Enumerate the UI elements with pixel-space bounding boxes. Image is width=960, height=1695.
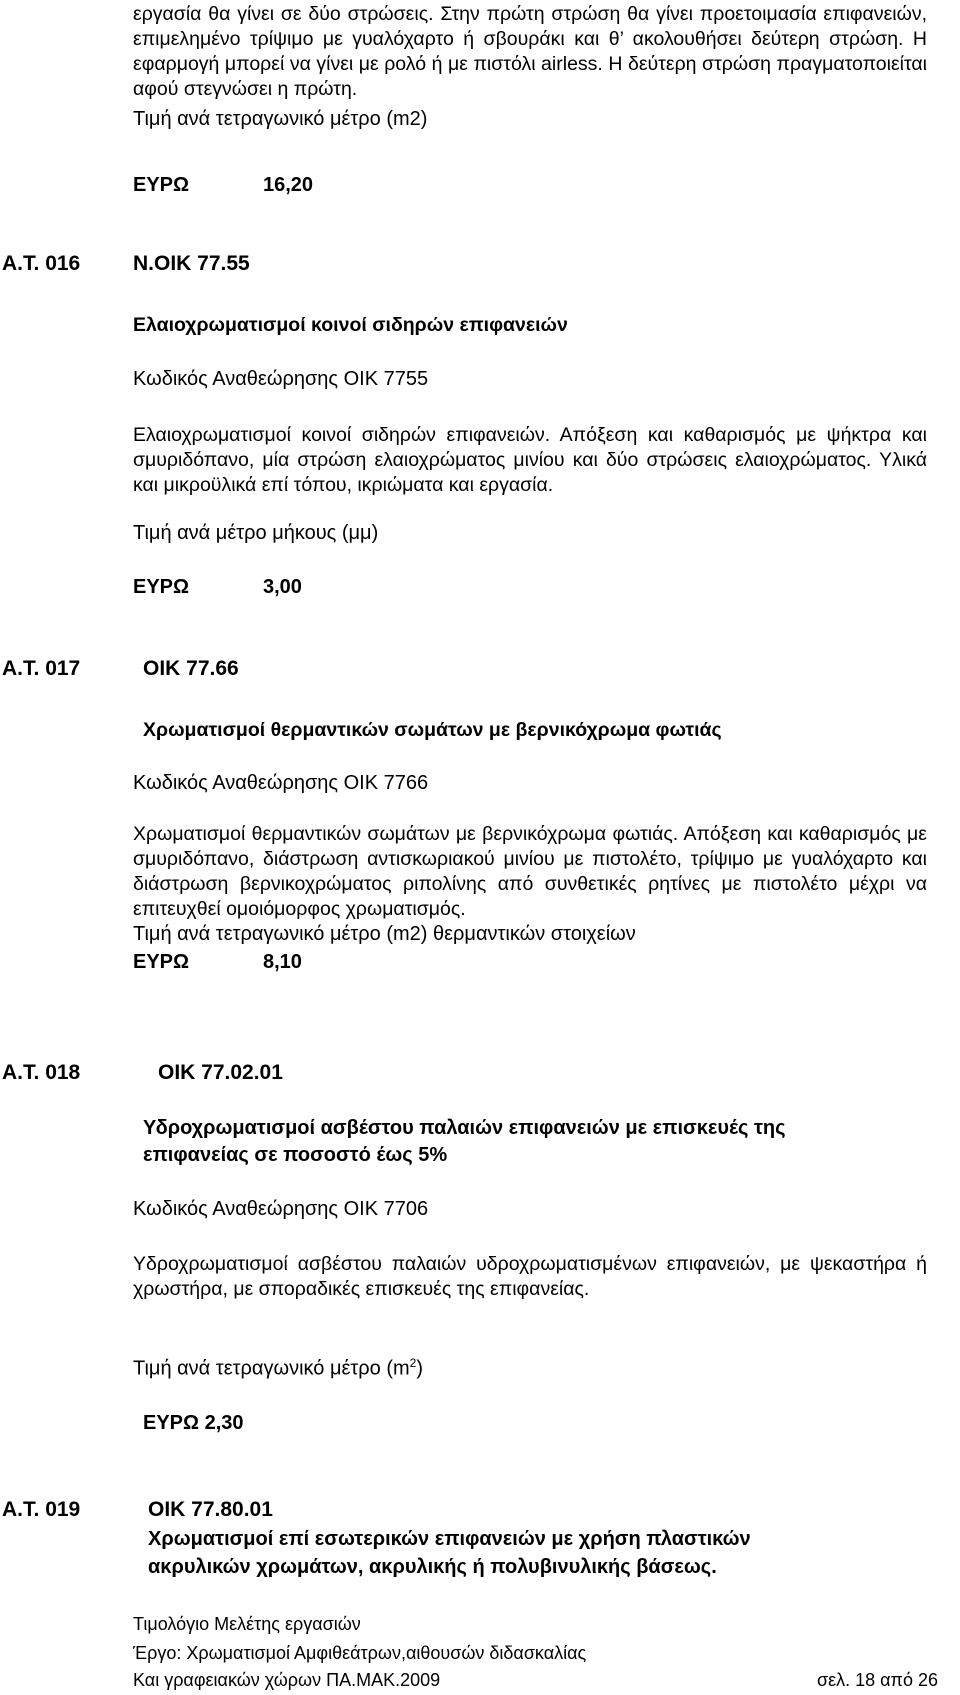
footer-page-number: σελ. 18 από 26	[816, 1670, 938, 1690]
item-title-019-line1: Χρωματισμοί επί εσωτερικών επιφανειών με χρήση πλαστικών	[148, 1528, 751, 1550]
item-revision-017: Κωδικός Αναθεώρησης ΟΙΚ 7766	[133, 772, 429, 794]
item-code-018: ΟΙΚ 77.02.01	[158, 1061, 283, 1084]
item-title-017: Χρωματισμοί θερμαντικών σωμάτων με βερνικόχρωμα φωτιάς	[143, 719, 722, 741]
intro-unit-label: Τιμή ανά τετραγωνικό μέτρο (m2)	[133, 108, 428, 130]
item-price-018: ΕΥΡΩ 2,30	[143, 1412, 244, 1434]
item-at-019: Α.Τ. 019	[2, 1498, 81, 1521]
item-currency-017: ΕΥΡΩ	[133, 951, 190, 973]
footer-line2: Έργο: Χρωματισμοί Αμφιθεάτρων,αιθουσών διδασκαλίας	[133, 1643, 587, 1663]
item-title-019-line2: ακρυλικών χρωμάτων, ακρυλικής ή πολυβινυλικής βάσεως.	[148, 1556, 717, 1578]
item-price-016: 3,00	[263, 576, 302, 598]
item-code-017: ΟΙΚ 77.66	[143, 657, 239, 680]
item-at-017: Α.Τ. 017	[2, 657, 81, 680]
item-price-017: 8,10	[263, 951, 302, 973]
item-code-019: ΟΙΚ 77.80.01	[148, 1498, 273, 1521]
footer-line3: Και γραφειακών χώρων ΠΑ.ΜΑΚ.2009	[133, 1670, 441, 1690]
intro-currency: ΕΥΡΩ	[133, 174, 190, 196]
item-at-016: Α.Τ. 016	[2, 252, 81, 275]
item-revision-018: Κωδικός Αναθεώρησης ΟΙΚ 7706	[133, 1198, 429, 1220]
item-description-017: Χρωματισμοί θερμαντικών σωμάτων με βερνικόχρωμα φωτιάς. Απόξεση και καθαρισμός με σμυριδόπανο, διάστρωση αντισκωριακού μινίου με πιστολέτο, τρίψιμο με γυαλόχαρτο και διάστρωση βερνικοχρώματος ριπολίνης από συνθετικές ρητίνες με πιστολέτο μέχρι να επιτευχθεί ομοιόμορφος χρωματισμός.	[133, 823, 927, 920]
item-unit-018: Τιμή ανά τετραγωνικό μέτρο $(m^2)$	[133, 1356, 424, 1380]
item-at-018: Α.Τ. 018	[2, 1061, 81, 1084]
item-revision-016: Κωδικός Αναθεώρησης ΟΙΚ 7755	[133, 368, 429, 390]
item-currency-016: ΕΥΡΩ	[133, 576, 190, 598]
item-code-016: Ν.ΟΙΚ 77.55	[133, 252, 250, 275]
item-unit-017: Τιμή ανά τετραγωνικό μέτρο (m2) θερμαντικών στοιχείων	[133, 923, 636, 945]
item-title-018-line1: Υδροχρωματισμοί ασβέστου παλαιών επιφανειών με επισκευές της	[143, 1117, 786, 1139]
item-title-018-line2: επιφανείας σε ποσοστό έως 5%	[143, 1144, 448, 1166]
item-description-018: Υδροχρωματισμοί ασβέστου παλαιών υδροχρωματισμένων επιφανειών, με ψεκαστήρα ή χρωστήρα, με σποραδικές επισκευές της επιφανείας.	[133, 1253, 927, 1300]
item-unit-016: Τιμή ανά μέτρο μήκους (μμ)	[133, 522, 379, 544]
intro-paragraph: εργασία θα γίνει σε δύο στρώσεις. Στην πρώτη στρώση θα γίνει προετοιμασία επιφανειών, επιμελημένο τρίψιμο με γυαλόχαρτο ή σβουράκι και θ’ ακολουθήσει δεύτερη στρώση. Η εφαρμογή μπορεί να γίνει με ρολό ή με πιστόλι airless. Η δεύτερη στρώση πραγματοποιείται αφού στεγνώσει η πρώτη.	[133, 3, 927, 100]
intro-price: 16,20	[263, 174, 314, 196]
footer-line1: Τιμολόγιο Μελέτης εργασιών	[133, 1614, 361, 1634]
item-description-016: Ελαιοχρωματισμοί κοινοί σιδηρών επιφανειών. Απόξεση και καθαρισμός με ψήκτρα και σμυριδόπανο, μία στρώση ελαιοχρώματος μινίου και δύο στρώσεις ελαιοχρώματος. Υλικά και μικροϋλικά επί τόπου, ικριώματα και εργασία.	[133, 424, 927, 496]
item-title-016: Ελαιοχρωματισμοί κοινοί σιδηρών επιφανειών	[133, 314, 568, 336]
